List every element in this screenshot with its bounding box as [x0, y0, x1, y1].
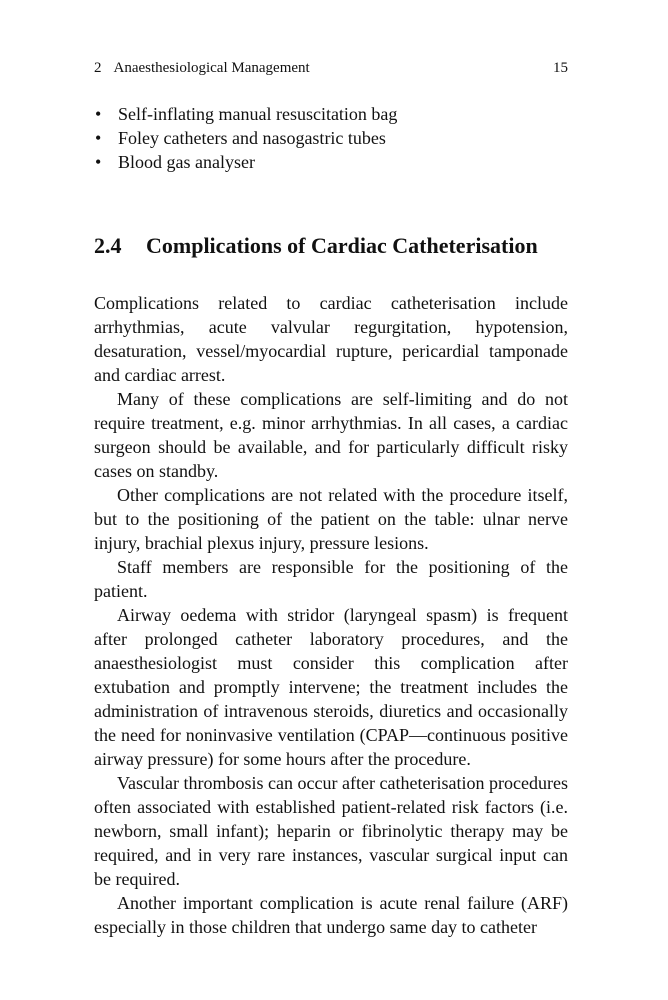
list-item-text: Self-inflating manual resuscitation bag — [118, 104, 398, 124]
book-page — [94, 58, 568, 939]
list-item — [94, 150, 568, 174]
list-item-text: Blood gas analyser — [118, 152, 255, 172]
paragraph: Vascular thrombosis can occur after catheterisation procedures often associated with established patient-related risk factors (i.e. newborn, small infant); heparin or fibrinolytic therapy may be required, and in very rare instances, vascular surgical input can be required. — [94, 773, 568, 889]
running-head-chapter — [94, 58, 310, 78]
section-title: Complications of Cardiac Catheterisation — [146, 233, 538, 258]
bullet-icon: • — [95, 104, 102, 124]
paragraph: Many of these complications are self-limiting and do not require treatment, e.g. minor arrhythmias. In all cases, a cardiac surgeon should be available, and for particularly difficult risky cases on standby. — [94, 389, 568, 481]
section-number: 2.4 — [94, 233, 122, 258]
list-item-text: Foley catheters and nasogastric tubes — [118, 128, 386, 148]
bullet-icon: • — [95, 152, 102, 172]
page-number: 15 — [553, 60, 568, 76]
chapter-title: Anaesthesiological Management — [113, 60, 310, 76]
equipment-list — [94, 102, 568, 174]
running-head — [94, 58, 568, 78]
paragraph: Complications related to cardiac catheterisation include arrhythmias, acute valvular regurgitation, hypotension, desaturation, vessel/myocardial rupture, pericardial tamponade and cardiac arrest. — [94, 293, 568, 385]
chapter-number: 2 — [94, 60, 102, 76]
list-item — [94, 126, 568, 150]
list-item — [94, 102, 568, 126]
bullet-icon: • — [95, 128, 102, 148]
paragraph: Other complications are not related with the procedure itself, but to the positioning of the patient on the table: ulnar nerve injury, brachial plexus injury, pressure lesions. — [94, 485, 568, 553]
paragraph: Airway oedema with stridor (laryngeal spasm) is frequent after prolonged catheter laboratory procedures, and the anaesthesiologist must consider this complication after extubation and promptly intervene; the treatment includes the administration of intravenous steroids, diuretics and occasionally the need for noninvasive ventilation (CPAP—continuous positive airway pressure) for some hours after the procedure. — [94, 605, 568, 769]
section-heading — [94, 231, 568, 261]
section-body — [94, 291, 568, 939]
paragraph: Staff members are responsible for the positioning of the patient. — [94, 557, 568, 601]
paragraph: Another important complication is acute renal failure (ARF) especially in those children that undergo same day to catheter — [94, 893, 568, 937]
